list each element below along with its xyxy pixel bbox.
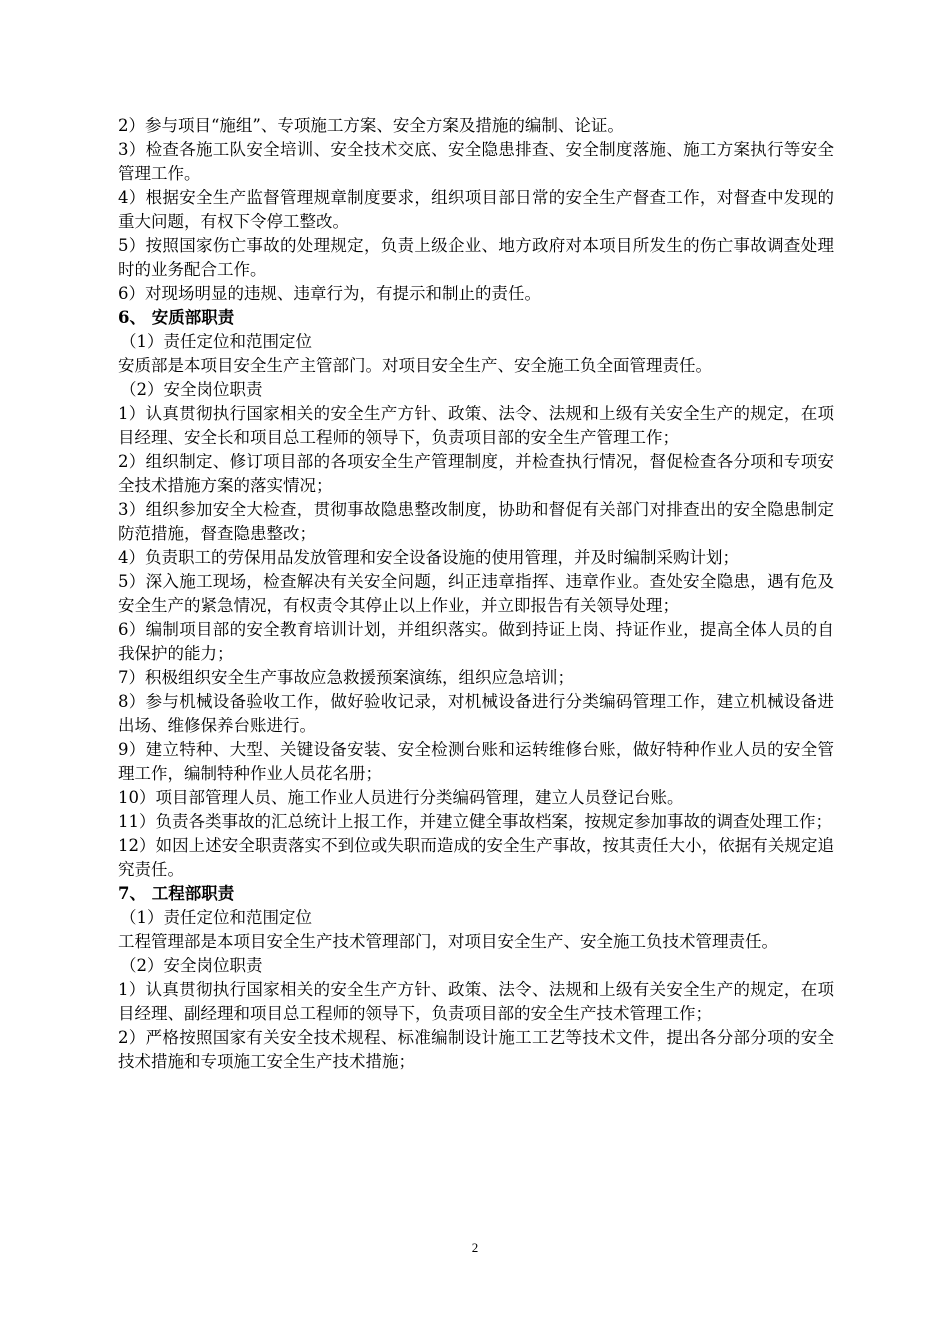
paragraph: 2）参与项目“施组”、专项施工方案、安全方案及措施的编制、论证。 xyxy=(118,116,624,135)
paragraph: 3）组织参加安全大检查，贯彻事故隐患整改制度，协助和督促有关部门对排查出的安全隐患制定防范措施，督查隐患整改； xyxy=(118,500,834,543)
paragraph: 11）负责各类事故的汇总统计上报工作，并建立健全事故档案，按规定参加事故的调查处理工作； xyxy=(118,812,832,831)
paragraph: 10）项目部管理人员、施工作业人员进行分类编码管理，建立人员登记台账。 xyxy=(118,788,684,807)
subsection-label: （1）责任定位和范围定位 xyxy=(120,332,312,351)
paragraph: 8）参与机械设备验收工作，做好验收记录，对机械设备进行分类编码管理工作，建立机械设备进出场、维修保养台账进行。 xyxy=(118,692,834,735)
subsection-label: （2）安全岗位职责 xyxy=(120,380,263,399)
section-heading: 7、 工程部职责 xyxy=(118,884,235,903)
paragraph: 12）如因上述安全职责落实不到位或失职而造成的安全生产事故，按其责任大小，依据有关规定追究责任。 xyxy=(118,836,834,879)
paragraph: 4）负责职工的劳保用品发放管理和安全设备设施的使用管理，并及时编制采购计划； xyxy=(118,548,739,567)
paragraph: 5）深入施工现场，检查解决有关安全问题，纠正违章指挥、违章作业。查处安全隐患，遇有危及安全生产的紧急情况，有权责令其停止以上作业，并立即报告有关领导处理； xyxy=(118,572,834,615)
paragraph: 1）认真贯彻执行国家相关的安全生产方针、政策、法令、法规和上级有关安全生产的规定，在项目经理、安全长和项目总工程师的领导下，负责项目部的安全生产管理工作； xyxy=(118,404,834,447)
paragraph: 6）对现场明显的违规、违章行为，有提示和制止的责任。 xyxy=(118,284,541,303)
paragraph: 4）根据安全生产监督管理规章制度要求，组织项目部日常的安全生产督查工作，对督查中发现的重大问题，有权下令停工整改。 xyxy=(118,188,834,231)
paragraph: 7）积极组织安全生产事故应急救援预案演练，组织应急培训； xyxy=(118,668,574,687)
paragraph: 2）严格按照国家有关安全技术规程、标准编制设计施工工艺等技术文件，提出各分部分项的安全技术措施和专项施工安全生产技术措施； xyxy=(118,1028,834,1071)
paragraph: 2）组织制定、修订项目部的各项安全生产管理制度，并检查执行情况，督促检查各分项和专项安全技术措施方案的落实情况； xyxy=(118,452,834,495)
subsection-label: （1）责任定位和范围定位 xyxy=(120,908,312,927)
paragraph: 6）编制项目部的安全教育培训计划，并组织落实。做到持证上岗、持证作业，提高全体人员的自我保护的能力； xyxy=(118,620,834,663)
document-body xyxy=(118,114,834,1074)
paragraph: 3）检查各施工队安全培训、安全技术交底、安全隐患排查、安全制度落施、施工方案执行等安全管理工作。 xyxy=(118,140,834,183)
paragraph: 1）认真贯彻执行国家相关的安全生产方针、政策、法令、法规和上级有关安全生产的规定，在项目经理、副经理和项目总工程师的领导下，负责项目部的安全生产技术管理工作； xyxy=(118,980,834,1023)
section-heading: 6、 安质部职责 xyxy=(118,308,235,327)
paragraph: 5）按照国家伤亡事故的处理规定，负责上级企业、地方政府对本项目所发生的伤亡事故调查处理时的业务配合工作。 xyxy=(118,236,834,279)
paragraph: 工程管理部是本项目安全生产技术管理部门，对项目安全生产、安全施工负技术管理责任。 xyxy=(118,932,778,951)
subsection-label: （2）安全岗位职责 xyxy=(120,956,263,975)
page-number: 2 xyxy=(471,1240,479,1255)
paragraph: 安质部是本项目安全生产主管部门。对项目安全生产、安全施工负全面管理责任。 xyxy=(118,356,712,375)
paragraph: 9）建立特种、大型、关键设备安装、安全检测台账和运转维修台账，做好特种作业人员的安全管理工作，编制特种作业人员花名册； xyxy=(118,740,834,783)
